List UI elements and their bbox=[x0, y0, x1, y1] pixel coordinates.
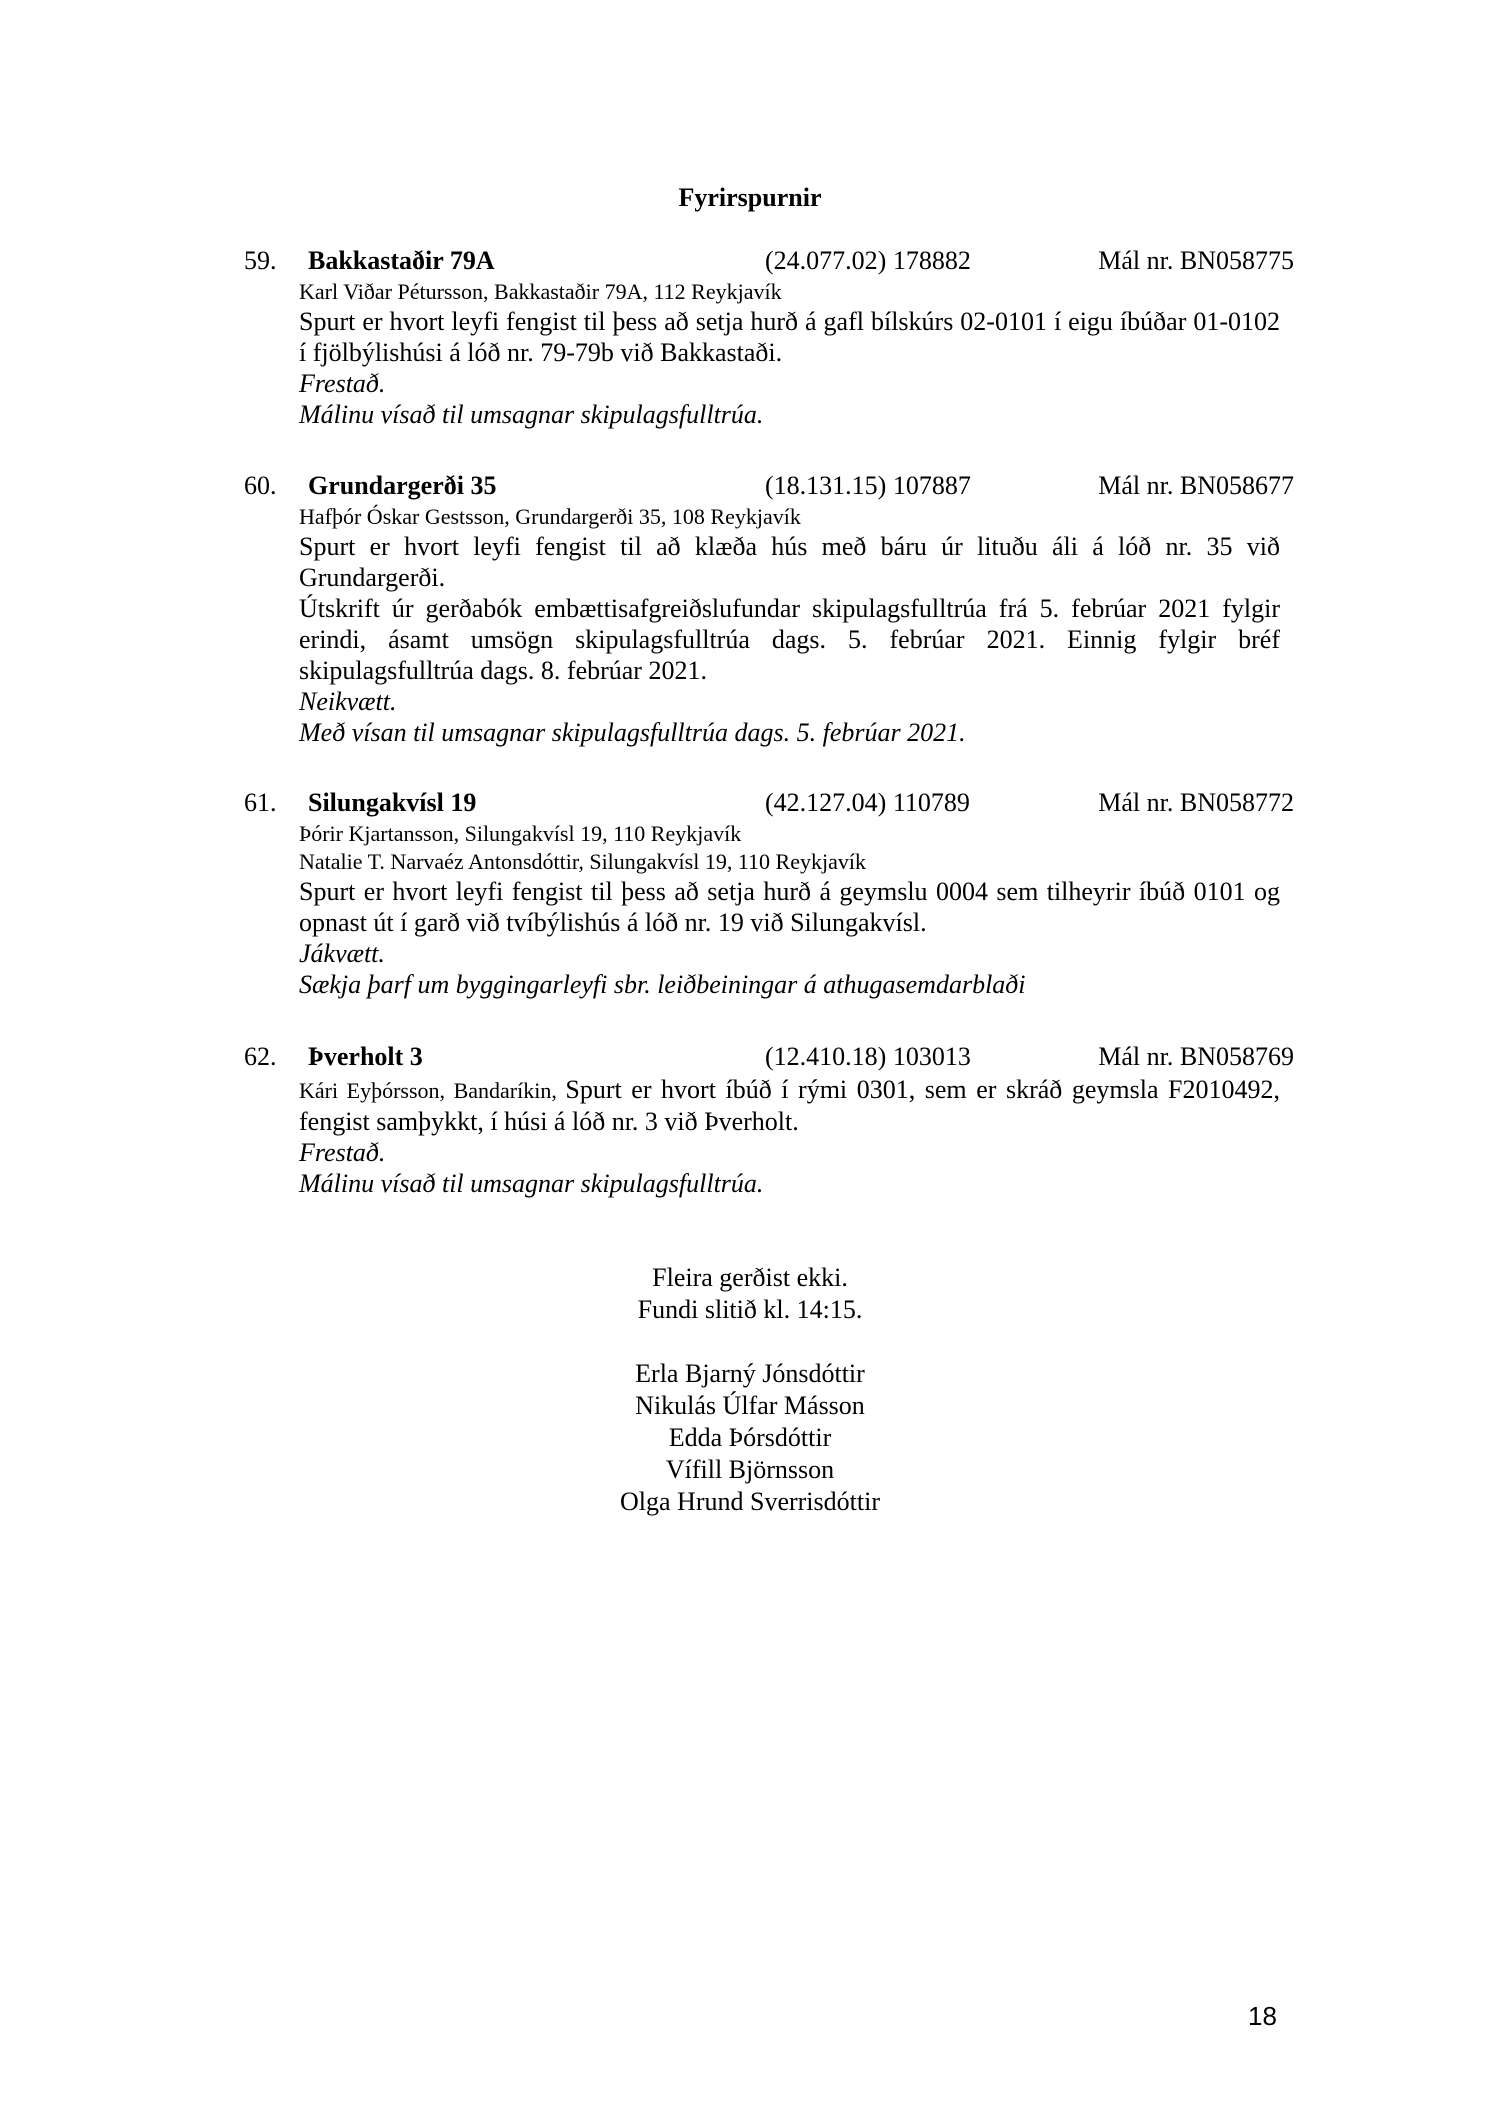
case-title: Grundargerði 35 bbox=[308, 471, 497, 500]
case-number: 61. bbox=[244, 788, 277, 817]
case-reference: Mál nr. BN058677 bbox=[1098, 471, 1294, 500]
case-item bbox=[0, 244, 1500, 430]
case-status: Neikvætt. bbox=[299, 687, 397, 716]
case-description-extra: Útskrift úr gerðabók embættisafgreiðslufundar skipulagsfulltrúa frá 5. febrúar 2021 fylgir erindi, ásamt umsögn skipulagsfulltrúa dags. 5. febrúar 2021. Einnig fylgir bréf skipulagsfulltrúa dags. 8. febrúar 2021. bbox=[299, 594, 1280, 685]
section-title: Fyrirspurnir bbox=[678, 183, 822, 212]
case-title: Silungakvísl 19 bbox=[308, 788, 477, 817]
case-header bbox=[0, 469, 1500, 503]
case-number: 59. bbox=[244, 246, 277, 275]
signature-name: Olga Hrund Sverrisdóttir bbox=[620, 1487, 880, 1516]
case-note: Sækja þarf um byggingarleyfi sbr. leiðbeiningar á athugasemdarblaði bbox=[299, 970, 1026, 999]
page-number: 18 bbox=[1248, 2001, 1277, 2031]
case-applicant: Þórir Kjartansson, Silungakvísl 19, 110 Reykjavík bbox=[299, 821, 742, 846]
case-land-code: (18.131.15) 107887 bbox=[765, 471, 971, 500]
case-note: Málinu vísað til umsagnar skipulagsfulltrúa. bbox=[299, 400, 764, 429]
closing-block bbox=[0, 1262, 1500, 1516]
case-reference: Mál nr. BN058769 bbox=[1098, 1042, 1294, 1071]
case-header bbox=[0, 1040, 1500, 1074]
case-item bbox=[0, 786, 1500, 1000]
case-description-text: Spurt er hvort íbúð í rými 0301, sem er skráð geymsla F2010492, fengist samþykkt, í húsi á lóð nr. 3 við Þverholt. bbox=[299, 1075, 1280, 1136]
signature-name: Erla Bjarný Jónsdóttir bbox=[635, 1359, 865, 1388]
case-status: Frestað. bbox=[299, 369, 386, 398]
case-applicant: Karl Viðar Pétursson, Bakkastaðir 79A, 112 Reykjavík bbox=[299, 279, 782, 304]
case-number: 60. bbox=[244, 471, 277, 500]
case-header bbox=[0, 786, 1500, 820]
closing-line: Fleira gerðist ekki. bbox=[652, 1263, 848, 1292]
signature-name: Nikulás Úlfar Másson bbox=[635, 1391, 865, 1420]
case-description: Spurt er hvort leyfi fengist til þess að setja hurð á gafl bílskúrs 02-0101 í eigu íbúðar 01-0102 í fjölbýlishúsi á lóð nr. 79-79b við Bakkastaði. bbox=[299, 307, 1280, 367]
signature-list bbox=[0, 1358, 1500, 1516]
case-header bbox=[0, 244, 1500, 278]
case-item bbox=[0, 469, 1500, 748]
case-title: Þverholt 3 bbox=[308, 1042, 423, 1071]
case-title: Bakkastaðir 79A bbox=[308, 246, 495, 275]
case-number: 62. bbox=[244, 1042, 277, 1071]
case-land-code: (12.410.18) 103013 bbox=[765, 1042, 971, 1071]
case-applicant: Hafþór Óskar Gestsson, Grundargerði 35, 108 Reykjavík bbox=[299, 504, 801, 529]
case-applicant: Kári Eyþórsson, Bandaríkin, bbox=[299, 1078, 566, 1103]
case-item bbox=[0, 1040, 1500, 1199]
case-description: Spurt er hvort leyfi fengist til að klæða hús með báru úr lituðu áli á lóð nr. 35 við Grundargerði. bbox=[299, 532, 1280, 592]
case-note: Með vísan til umsagnar skipulagsfulltrúa dags. 5. febrúar 2021. bbox=[299, 718, 966, 747]
case-description bbox=[299, 1074, 1280, 1137]
case-status: Jákvætt. bbox=[299, 939, 385, 968]
case-reference: Mál nr. BN058772 bbox=[1098, 788, 1294, 817]
case-note: Málinu vísað til umsagnar skipulagsfulltrúa. bbox=[299, 1169, 764, 1198]
case-applicant: Natalie T. Narvaéz Antonsdóttir, Silungakvísl 19, 110 Reykjavík bbox=[299, 849, 866, 874]
case-description: Spurt er hvort leyfi fengist til þess að setja hurð á geymslu 0004 sem tilheyrir íbúð 0101 og opnast út í garð við tvíbýlishús á lóð nr. 19 við Silungakvísl. bbox=[299, 877, 1280, 937]
case-land-code: (24.077.02) 178882 bbox=[765, 246, 971, 275]
closing-time: Fundi slitið kl. 14:15. bbox=[637, 1295, 863, 1324]
case-reference: Mál nr. BN058775 bbox=[1098, 246, 1294, 275]
case-land-code: (42.127.04) 110789 bbox=[765, 788, 970, 817]
case-status: Frestað. bbox=[299, 1138, 386, 1167]
signature-name: Edda Þórsdóttir bbox=[668, 1423, 832, 1452]
signature-name: Vífill Björnsson bbox=[665, 1455, 835, 1484]
